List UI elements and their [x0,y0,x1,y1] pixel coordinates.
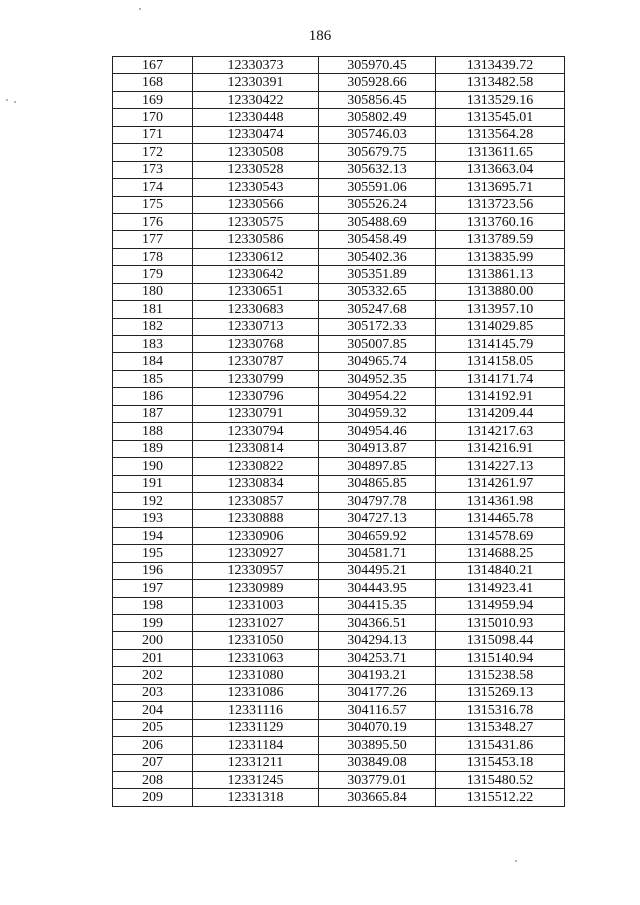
table-row [113,510,565,527]
point-number-cell: 185 [113,370,193,387]
x-coordinate-cell: 304727.13 [319,510,436,527]
code-cell: 12330791 [193,405,319,422]
y-coordinate-cell: 1314578.69 [436,527,565,544]
x-coordinate-cell: 304443.95 [319,580,436,597]
y-coordinate-cell: 1315098.44 [436,632,565,649]
point-number-cell: 193 [113,510,193,527]
y-coordinate-cell: 1315453.18 [436,754,565,771]
point-number-cell: 179 [113,266,193,283]
y-coordinate-cell: 1313723.56 [436,196,565,213]
x-coordinate-cell: 304897.85 [319,458,436,475]
table-row [113,597,565,614]
code-cell: 12330713 [193,318,319,335]
point-number-cell: 175 [113,196,193,213]
x-coordinate-cell: 305679.75 [319,144,436,161]
point-number-cell: 206 [113,737,193,754]
point-number-cell: 204 [113,702,193,719]
table-row [113,91,565,108]
point-number-cell: 170 [113,109,193,126]
y-coordinate-cell: 1314688.25 [436,545,565,562]
table-row [113,702,565,719]
y-coordinate-cell: 1314158.05 [436,353,565,370]
y-coordinate-cell: 1313861.13 [436,266,565,283]
code-cell: 12330989 [193,580,319,597]
x-coordinate-cell: 304659.92 [319,527,436,544]
table-row [113,248,565,265]
point-number-cell: 171 [113,126,193,143]
point-number-cell: 169 [113,91,193,108]
y-coordinate-cell: 1314840.21 [436,562,565,579]
x-coordinate-cell: 305007.85 [319,336,436,353]
code-cell: 12330651 [193,283,319,300]
code-cell: 12331003 [193,597,319,614]
x-coordinate-cell: 304959.32 [319,405,436,422]
table-row [113,318,565,335]
table-row [113,615,565,632]
table-row [113,336,565,353]
y-coordinate-cell: 1313789.59 [436,231,565,248]
code-cell: 12330683 [193,301,319,318]
y-coordinate-cell: 1314465.78 [436,510,565,527]
x-coordinate-cell: 304294.13 [319,632,436,649]
code-cell: 12331129 [193,719,319,736]
code-cell: 12330474 [193,126,319,143]
x-coordinate-cell: 305458.49 [319,231,436,248]
x-coordinate-cell: 304193.21 [319,667,436,684]
x-coordinate-cell: 304581.71 [319,545,436,562]
table-row [113,161,565,178]
y-coordinate-cell: 1315480.52 [436,771,565,788]
y-coordinate-cell: 1313439.72 [436,57,565,74]
point-number-cell: 181 [113,301,193,318]
point-number-cell: 197 [113,580,193,597]
table-row [113,370,565,387]
code-cell: 12330906 [193,527,319,544]
code-cell: 12331116 [193,702,319,719]
y-coordinate-cell: 1313529.16 [436,91,565,108]
y-coordinate-cell: 1313760.16 [436,213,565,230]
y-coordinate-cell: 1314227.13 [436,458,565,475]
table-row [113,684,565,701]
point-number-cell: 192 [113,492,193,509]
code-cell: 12330796 [193,388,319,405]
x-coordinate-cell: 305632.13 [319,161,436,178]
code-cell: 12330642 [193,266,319,283]
code-cell: 12330448 [193,109,319,126]
code-cell: 12331211 [193,754,319,771]
code-cell: 12330373 [193,57,319,74]
x-coordinate-cell: 305247.68 [319,301,436,318]
code-cell: 12330575 [193,213,319,230]
point-number-cell: 195 [113,545,193,562]
point-number-cell: 173 [113,161,193,178]
table-row [113,475,565,492]
table-row [113,440,565,457]
table-row [113,562,565,579]
x-coordinate-cell: 304913.87 [319,440,436,457]
point-number-cell: 196 [113,562,193,579]
table-row [113,144,565,161]
x-coordinate-cell: 305402.36 [319,248,436,265]
code-cell: 12330508 [193,144,319,161]
table-row [113,649,565,666]
x-coordinate-cell: 303849.08 [319,754,436,771]
point-number-cell: 207 [113,754,193,771]
point-number-cell: 176 [113,213,193,230]
point-number-cell: 205 [113,719,193,736]
table-row [113,423,565,440]
scan-speck [14,101,16,103]
table-row [113,196,565,213]
table-body [113,57,565,807]
y-coordinate-cell: 1314145.79 [436,336,565,353]
x-coordinate-cell: 304116.57 [319,702,436,719]
code-cell: 12330857 [193,492,319,509]
code-cell: 12330799 [193,370,319,387]
x-coordinate-cell: 304952.35 [319,370,436,387]
y-coordinate-cell: 1314216.91 [436,440,565,457]
code-cell: 12330957 [193,562,319,579]
point-number-cell: 190 [113,458,193,475]
x-coordinate-cell: 304865.85 [319,475,436,492]
x-coordinate-cell: 305970.45 [319,57,436,74]
table-row [113,580,565,597]
point-number-cell: 174 [113,179,193,196]
table-row [113,771,565,788]
code-cell: 12330787 [193,353,319,370]
point-number-cell: 188 [113,423,193,440]
y-coordinate-cell: 1315269.13 [436,684,565,701]
table-row [113,266,565,283]
table-row [113,213,565,230]
coordinate-table [112,56,565,807]
point-number-cell: 167 [113,57,193,74]
y-coordinate-cell: 1314029.85 [436,318,565,335]
y-coordinate-cell: 1313663.04 [436,161,565,178]
y-coordinate-cell: 1313482.58 [436,74,565,91]
point-number-cell: 208 [113,771,193,788]
x-coordinate-cell: 305172.33 [319,318,436,335]
y-coordinate-cell: 1313835.99 [436,248,565,265]
x-coordinate-cell: 304954.22 [319,388,436,405]
point-number-cell: 168 [113,74,193,91]
code-cell: 12330528 [193,161,319,178]
code-cell: 12330422 [193,91,319,108]
code-cell: 12330822 [193,458,319,475]
point-number-cell: 186 [113,388,193,405]
code-cell: 12331318 [193,789,319,806]
y-coordinate-cell: 1315238.58 [436,667,565,684]
code-cell: 12331086 [193,684,319,701]
table-row [113,737,565,754]
table-row [113,57,565,74]
point-number-cell: 198 [113,597,193,614]
x-coordinate-cell: 305802.49 [319,109,436,126]
point-number-cell: 199 [113,615,193,632]
point-number-cell: 178 [113,248,193,265]
y-coordinate-cell: 1314171.74 [436,370,565,387]
point-number-cell: 182 [113,318,193,335]
code-cell: 12331245 [193,771,319,788]
x-coordinate-cell: 305332.65 [319,283,436,300]
x-coordinate-cell: 303779.01 [319,771,436,788]
point-number-cell: 187 [113,405,193,422]
y-coordinate-cell: 1315348.27 [436,719,565,736]
point-number-cell: 209 [113,789,193,806]
scan-speck [139,8,141,10]
table-row [113,458,565,475]
x-coordinate-cell: 304177.26 [319,684,436,701]
table-row [113,405,565,422]
table-row [113,545,565,562]
point-number-cell: 189 [113,440,193,457]
y-coordinate-cell: 1314192.91 [436,388,565,405]
code-cell: 12330927 [193,545,319,562]
scan-speck [515,860,517,862]
table-row [113,719,565,736]
table-row [113,754,565,771]
x-coordinate-cell: 305526.24 [319,196,436,213]
code-cell: 12330566 [193,196,319,213]
x-coordinate-cell: 305351.89 [319,266,436,283]
table-row [113,179,565,196]
y-coordinate-cell: 1314261.97 [436,475,565,492]
y-coordinate-cell: 1315431.86 [436,737,565,754]
y-coordinate-cell: 1315140.94 [436,649,565,666]
point-number-cell: 194 [113,527,193,544]
code-cell: 12330834 [193,475,319,492]
x-coordinate-cell: 304366.51 [319,615,436,632]
y-coordinate-cell: 1315010.93 [436,615,565,632]
table-row [113,109,565,126]
y-coordinate-cell: 1313564.28 [436,126,565,143]
scan-speck [6,99,8,101]
x-coordinate-cell: 305928.66 [319,74,436,91]
table-row [113,388,565,405]
x-coordinate-cell: 305488.69 [319,213,436,230]
x-coordinate-cell: 304415.35 [319,597,436,614]
x-coordinate-cell: 304797.78 [319,492,436,509]
point-number-cell: 202 [113,667,193,684]
table-row [113,492,565,509]
x-coordinate-cell: 303665.84 [319,789,436,806]
point-number-cell: 180 [113,283,193,300]
y-coordinate-cell: 1313880.00 [436,283,565,300]
y-coordinate-cell: 1313611.65 [436,144,565,161]
code-cell: 12331027 [193,615,319,632]
y-coordinate-cell: 1314361.98 [436,492,565,509]
code-cell: 12331184 [193,737,319,754]
x-coordinate-cell: 305746.03 [319,126,436,143]
x-coordinate-cell: 305591.06 [319,179,436,196]
y-coordinate-cell: 1314959.94 [436,597,565,614]
y-coordinate-cell: 1314209.44 [436,405,565,422]
code-cell: 12330814 [193,440,319,457]
code-cell: 12330888 [193,510,319,527]
table-row [113,74,565,91]
code-cell: 12331063 [193,649,319,666]
point-number-cell: 201 [113,649,193,666]
code-cell: 12330543 [193,179,319,196]
point-number-cell: 184 [113,353,193,370]
point-number-cell: 172 [113,144,193,161]
x-coordinate-cell: 304965.74 [319,353,436,370]
table-row [113,632,565,649]
code-cell: 12331050 [193,632,319,649]
y-coordinate-cell: 1313545.01 [436,109,565,126]
point-number-cell: 191 [113,475,193,492]
table-row [113,667,565,684]
point-number-cell: 200 [113,632,193,649]
page-number: 186 [308,28,332,44]
table-row [113,301,565,318]
y-coordinate-cell: 1315512.22 [436,789,565,806]
x-coordinate-cell: 305856.45 [319,91,436,108]
table-row [113,231,565,248]
table-row [113,283,565,300]
code-cell: 12330794 [193,423,319,440]
table-row [113,126,565,143]
code-cell: 12330612 [193,248,319,265]
point-number-cell: 183 [113,336,193,353]
code-cell: 12330586 [193,231,319,248]
table-row [113,353,565,370]
y-coordinate-cell: 1314217.63 [436,423,565,440]
point-number-cell: 203 [113,684,193,701]
code-cell: 12330768 [193,336,319,353]
y-coordinate-cell: 1315316.78 [436,702,565,719]
x-coordinate-cell: 304495.21 [319,562,436,579]
y-coordinate-cell: 1313957.10 [436,301,565,318]
table-row [113,789,565,806]
x-coordinate-cell: 303895.50 [319,737,436,754]
y-coordinate-cell: 1314923.41 [436,580,565,597]
x-coordinate-cell: 304954.46 [319,423,436,440]
x-coordinate-cell: 304070.19 [319,719,436,736]
code-cell: 12331080 [193,667,319,684]
x-coordinate-cell: 304253.71 [319,649,436,666]
code-cell: 12330391 [193,74,319,91]
y-coordinate-cell: 1313695.71 [436,179,565,196]
table-row [113,527,565,544]
point-number-cell: 177 [113,231,193,248]
